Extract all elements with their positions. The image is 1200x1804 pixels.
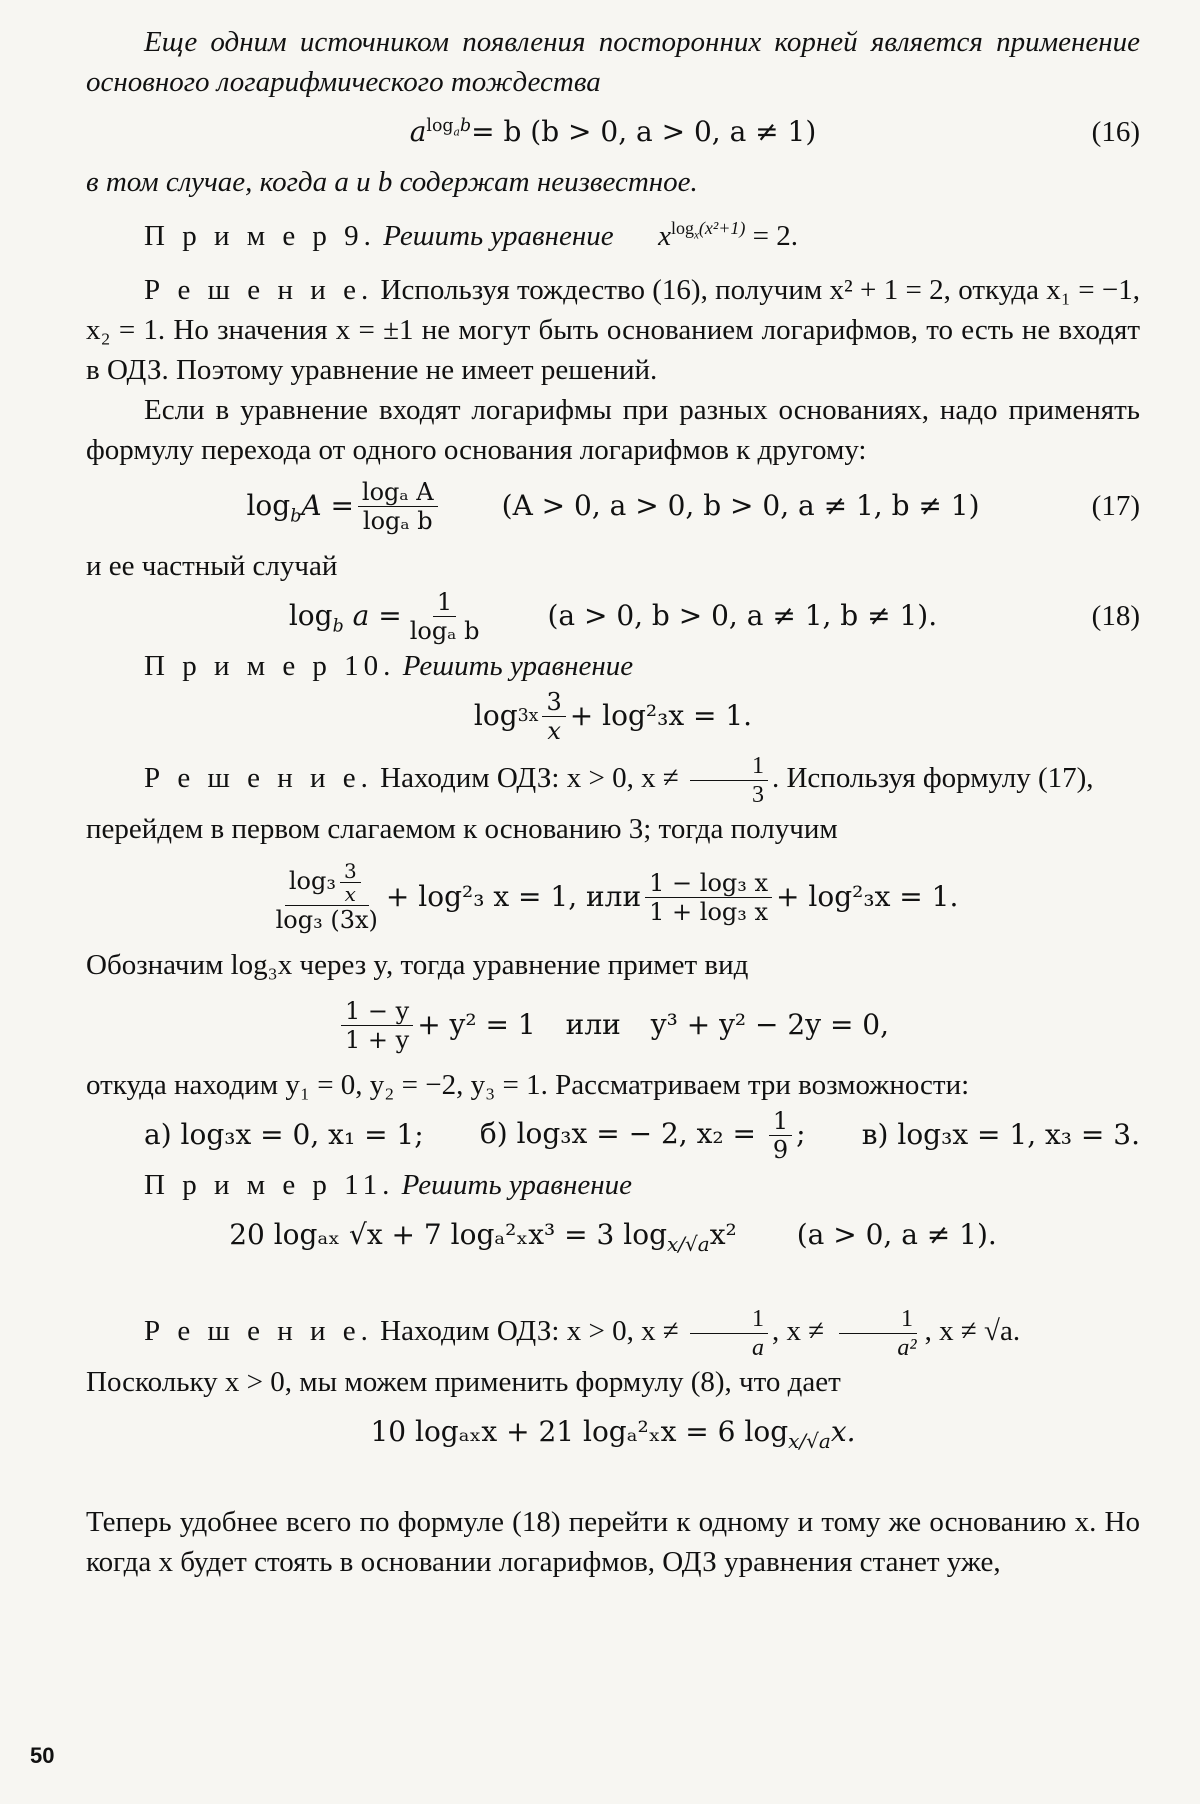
example-11-task: Решить уравнение <box>401 1169 633 1201</box>
equation-number-17: (17) <box>1091 490 1140 522</box>
sub-fraction-1: log₃ $\frac{3}{x}$ log₃ (3x) <box>275 859 378 934</box>
eq16-lhs: $a^{log_ab}$ <box>409 115 472 148</box>
case-c: в) log₃x = 1, x₃ = 3. <box>861 1118 1140 1151</box>
example-10 <box>86 646 1140 686</box>
solution-9-label: Р е ш е н и е. <box>144 274 374 306</box>
case-a: а) log₃x = 0, x₁ = 1; <box>144 1118 424 1151</box>
y-equation <box>86 985 1140 1065</box>
case-b: б) log₃x = − 2, x₂ = $\frac{1}{9}$ ; <box>479 1106 806 1164</box>
sub-fraction-2: $\frac{\text{1 − log₃ x}}{\text{1 + log₃ x}}$ <box>645 869 772 926</box>
equation-18 <box>86 586 1140 646</box>
ex10-rest: + log²₃x = 1. <box>569 699 753 732</box>
substitution-equation <box>86 849 1140 945</box>
final-paragraph: Теперь удобнее всего по формуле (18) перейти к одному и тому же основанию x. Но когда x будет стоять в основании логарифмов, ОДЗ уравнения станет уже, <box>86 1506 1140 1578</box>
notation-text: Обозначим log₃x через y, тогда уравнение примет вид <box>86 949 749 981</box>
eq16-rhs: = b (b > 0, a > 0, a ≠ 1) <box>471 115 817 148</box>
solution-10-label: Р е ш е н и е. <box>144 762 373 795</box>
page-number: 50 <box>30 1743 55 1768</box>
sub-end: + log²₃x = 1. <box>776 880 959 913</box>
solution-10-odz: Находим ОДЗ: x > 0, x ≠ <box>380 762 679 795</box>
since-text: Поскольку x > 0, мы можем применить формулу (8), что дает <box>86 1366 841 1398</box>
example-9: П р и м е р 9. Решить уравнение $x^{log_x(x^2+1)} = 2$. <box>144 218 798 252</box>
solution-11-label: Р е ш е н и е. <box>144 1315 373 1348</box>
eq18-lhs: $\log_b a$ = <box>288 599 402 637</box>
example-10-task: Решить уравнение <box>402 650 634 682</box>
cases-line <box>86 1105 1140 1165</box>
solution-11: Р е ш е н и е. Находим ОДЗ: x > 0, x ≠ $\frac{1}{a}$ , x ≠ $\frac{1}{\text{a²}}$ , x ≠ √a. <box>144 1306 1021 1361</box>
example-9-eq-base: x <box>658 220 671 252</box>
example-11-equation: 20 logₐₓ √x + 7 logₐ²ₓx³ = 3 log x/√a x² (a > 0, a ≠ 1). <box>86 1205 1140 1295</box>
equation-17 <box>86 476 1140 536</box>
sub-mid: + log²₃ x = 1, или <box>385 880 642 913</box>
eq17-fraction: $\frac{\text{logₐ A}}{\text{logₐ b}}$ <box>358 478 438 535</box>
eq8-base: x/√a <box>788 1429 831 1453</box>
identity-note: в том случае, когда a и b содержат неизвестное. <box>86 166 698 198</box>
sol10-fraction: $\frac{1}{3}$ <box>690 752 768 809</box>
eq11-conditions: (a > 0, a ≠ 1). <box>796 1218 997 1251</box>
solution-9-text: Используя тождество (16), получим x² + 1 = 2, откуда x₁ = −1, x₂ = 1. Но значения x = ±1 не могут быть основанием логарифмов, то есть не входят в ОДЗ. Поэтому уравнение не имеет решений. <box>86 274 1140 386</box>
solution-10-odz-after: . Используя формулу (17), <box>771 762 1094 795</box>
formula-8-result: 10 logₐₓx + 21 logₐ²ₓx = 6 log x/√a x. <box>86 1402 1140 1492</box>
eq17-conditions: (A > 0, a > 0, b > 0, a ≠ 1, b ≠ 1) <box>501 489 980 522</box>
equation-16 <box>86 102 1140 162</box>
example-9-label: П р и м е р 9. <box>144 220 376 252</box>
example-11-label: П р и м е р 11. <box>144 1169 395 1201</box>
eq18-fraction: $\frac{1}{\text{logₐ b}}$ <box>409 587 480 645</box>
example-10-equation: log 3x $\frac{3}{x}$ + log²₃x = 1. <box>473 687 753 745</box>
solution-10 <box>86 752 1140 809</box>
equation-number-18: (18) <box>1091 600 1140 632</box>
bases-paragraph: Если в уравнение входят логарифмы при разных основаниях, надо применять формулу перехода от одного основания логарифмов к другому: <box>86 394 1140 466</box>
eq11-base: x/√a <box>667 1232 710 1256</box>
eq18-conditions: (a > 0, b > 0, a ≠ 1, b ≠ 1). <box>547 599 938 632</box>
intro-paragraph: Еще одним источником появления посторонних корней является применение основного логарифмического тождества <box>86 26 1140 98</box>
equation-number-16: (16) <box>1091 116 1140 148</box>
y-or: или <box>565 1008 621 1041</box>
eq17-lhs: $\log_bA$ = <box>246 489 354 527</box>
y-mid: + y² = 1 <box>417 1008 536 1041</box>
special-case-text: и ее частный случай <box>86 550 338 582</box>
solution-9 <box>86 270 1140 390</box>
y-rhs: y³ + y² − 2y = 0, <box>650 1008 890 1041</box>
example-11 <box>86 1165 1140 1205</box>
example-10-label: П р и м е р 10. <box>144 650 396 682</box>
example-9-eq-rhs: = 2. <box>745 220 798 252</box>
ex10-fraction: $\frac{3}{x}$ <box>542 688 565 745</box>
example-9-task: Решить уравнение <box>383 220 614 252</box>
solution-10-line2: перейдем в первом слагаемом к основанию 3; тогда получим <box>86 813 838 845</box>
y-fraction: $\frac{1 - y}{1 + y}$ <box>341 997 413 1054</box>
roots-text: откуда находим y₁ = 0, y₂ = −2, y₃ = 1. Рассматриваем три возможности: <box>86 1069 970 1101</box>
